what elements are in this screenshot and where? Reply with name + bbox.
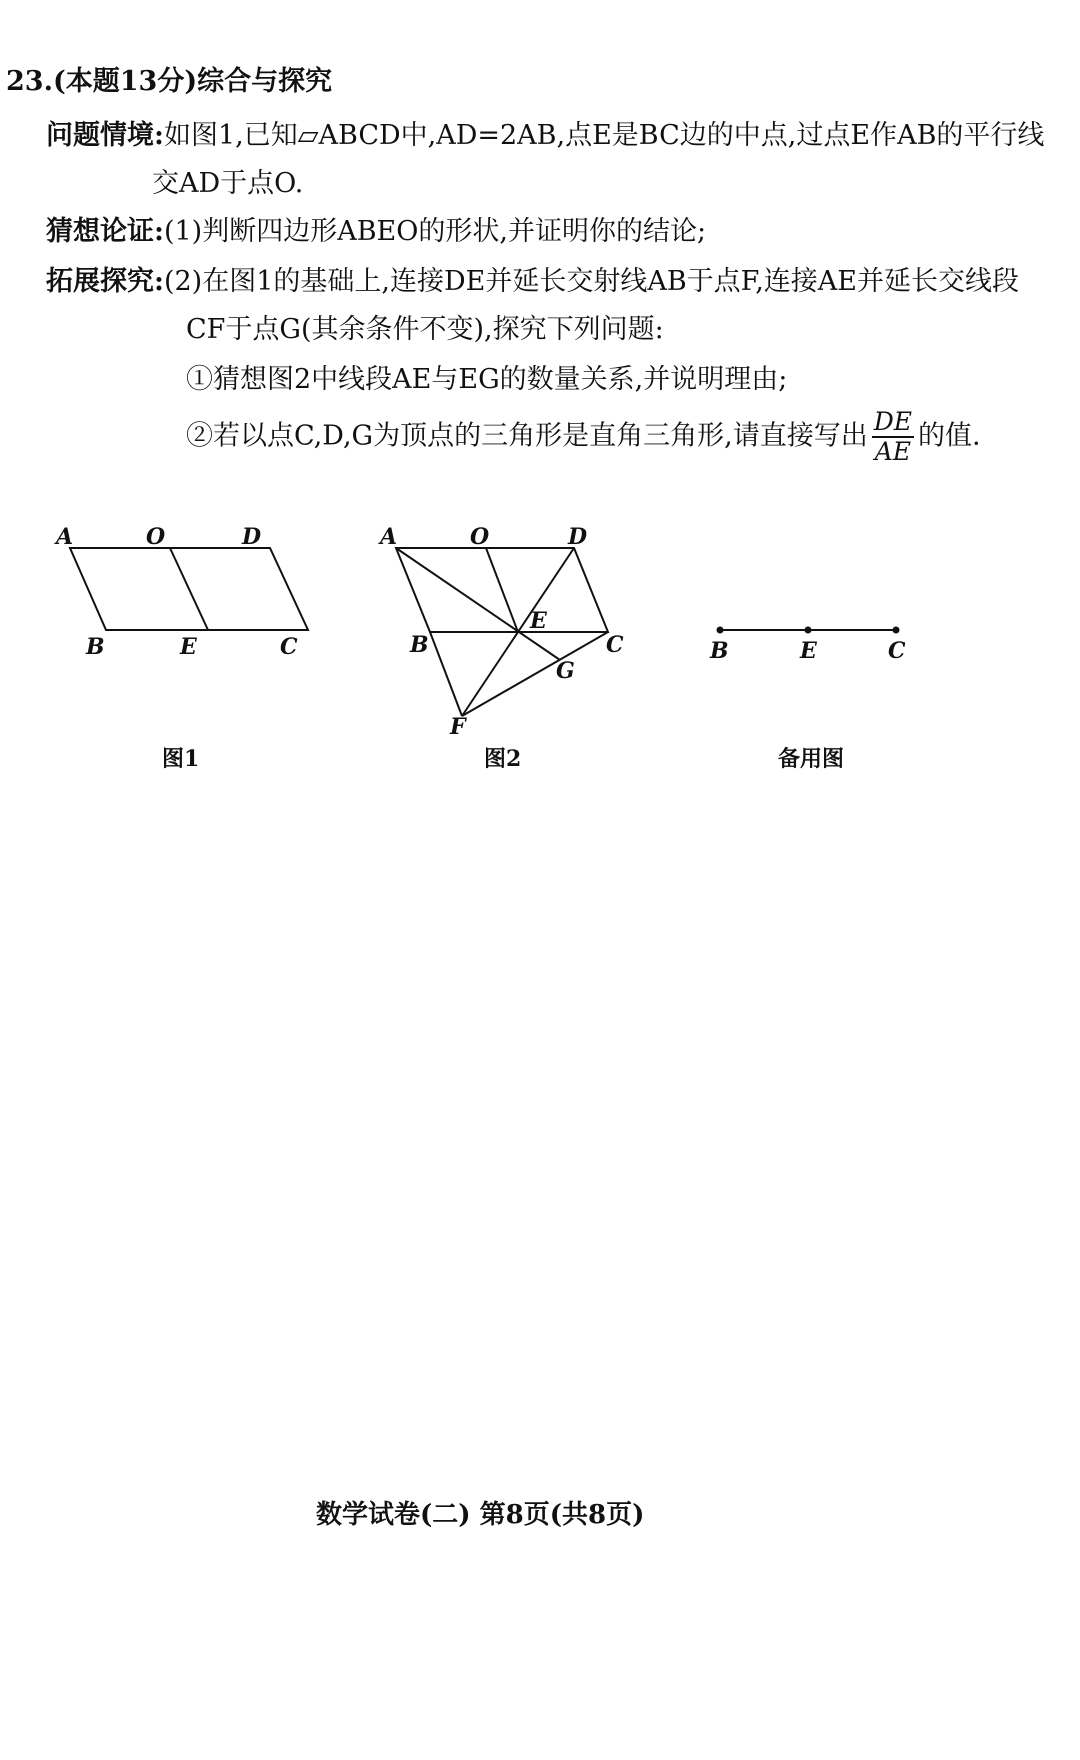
segment-cf [462, 632, 608, 716]
label-A: A [56, 524, 74, 550]
segment-bf [430, 632, 462, 716]
explore-text: (2)在图1的基础上,连接DE并延长交射线AB于点F,连接AE并延长交线段 [163, 266, 1019, 297]
sub-question-2-prefix: ②若以点C,D,G为顶点的三角形是直角三角形,请直接写出 [186, 420, 868, 452]
label-C: C [280, 634, 298, 660]
fraction-denominator: AE [874, 437, 911, 466]
conjecture-text: (1)判断四边形ABEO的形状,并证明你的结论; [163, 216, 707, 247]
sub-question-1: ①猜想图2中线段AE与EG的数量关系,并说明理由; [186, 364, 788, 395]
page-footer: 数学试卷(二) 第8页(共8页) [316, 1500, 645, 1530]
figure-2-diagram [370, 520, 650, 740]
point-c [893, 627, 900, 634]
label-F: F [450, 714, 466, 740]
conjecture-label: 猜想论证: [46, 216, 164, 247]
sub-question-2-suffix: 的值. [918, 420, 981, 452]
label-B: B [86, 634, 105, 660]
figure-1-diagram [40, 520, 340, 660]
label-G: G [556, 658, 575, 684]
figure-3-caption: 备用图 [778, 746, 845, 772]
explore-text-2: CF于点G(其余条件不变),探究下列问题: [186, 314, 664, 345]
situation-text: 如图1,已知▱ABCD中,AD=2AB,点E是BC边的中点,过点E作AB的平行线 [163, 120, 1045, 151]
label-E: E [800, 638, 817, 664]
fraction-numerator: DE [873, 407, 912, 436]
label-B: B [710, 638, 729, 664]
label-O: O [470, 524, 490, 550]
backup-diagram [700, 610, 920, 670]
conjecture-line [46, 214, 706, 250]
situation-text-2: 交AD于点O. [152, 168, 304, 199]
label-O: O [146, 524, 166, 550]
label-B: B [410, 632, 429, 658]
situation-label: 问题情境: [46, 120, 164, 151]
explore-line [46, 264, 1019, 300]
figure-1-caption: 图1 [162, 746, 200, 772]
situation-line [46, 118, 1044, 154]
question-header: 23.(本题13分)综合与探究 [6, 66, 333, 97]
sub-question-2 [186, 408, 981, 466]
label-C: C [888, 638, 906, 664]
fraction-de-over-ae [872, 408, 914, 466]
explore-label: 拓展探究: [46, 266, 164, 297]
label-E: E [180, 634, 197, 660]
label-D: D [242, 524, 262, 550]
segment-oe [170, 548, 208, 630]
point-b [717, 627, 724, 634]
label-C: C [606, 632, 624, 658]
point-e [805, 627, 812, 634]
label-D: D [568, 524, 588, 550]
figure-2-caption: 图2 [484, 746, 522, 772]
label-A: A [380, 524, 398, 550]
label-E: E [530, 608, 547, 634]
